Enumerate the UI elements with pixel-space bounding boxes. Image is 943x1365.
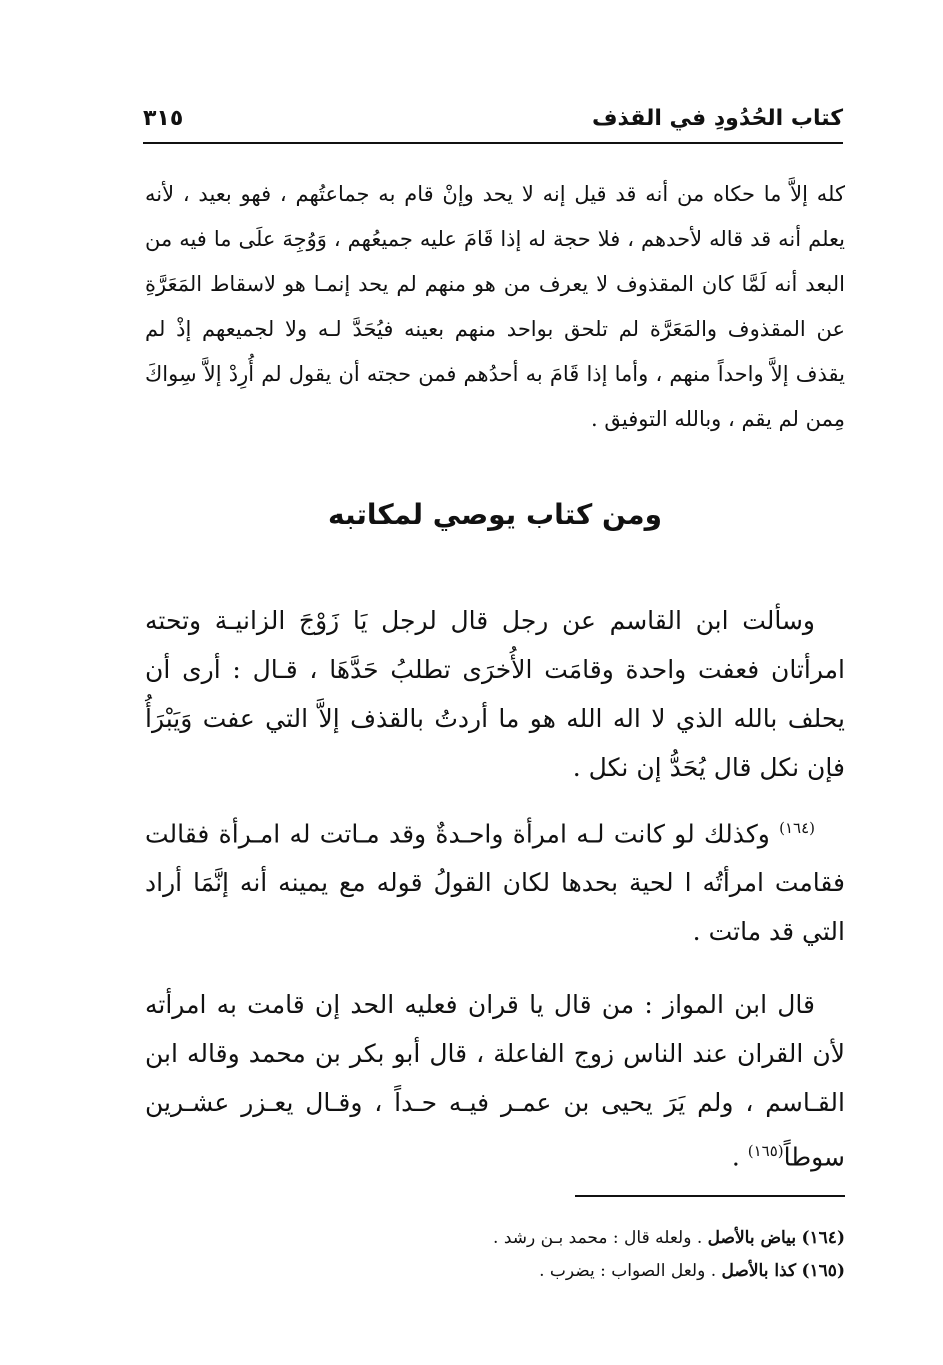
page-number: ٣١٥ [143,106,184,131]
paragraph-164 [145,804,845,956]
footnote-separator [575,1195,845,1197]
running-header-title: كتاب الحُدُودِ في القذف [591,106,843,131]
footnote-number: (١٦٤) [801,1228,845,1248]
section-heading: ومن كتاب يوصي لمكاتبه [327,498,662,531]
paragraph-164-text: وكذلك لو كانت لـه امرأة واحـدةٌ وقد مـاتت له امـرأة فقالت فقامت امرأتُه ا لحية بحدها لكان القولُ قوله مع يمينه أنه إنَّمَا أراد التي قد ماتت . [145,819,845,947]
header-rule [143,142,843,144]
footnotes [345,1222,845,1288]
paragraph-ibn-mawaz [145,980,845,1181]
footnote-text: . ولعله قال : محمد بـن رشد . [493,1228,708,1248]
footnote-ref-164[interactable]: (١٦٤) [779,819,815,837]
paragraph-question: وسألت ابن القاسم عن رجل قال لرجل يَا زَوْجَ الزانيـة وتحته امرأتان فعفت واحدة وقامَت الأُخرَى تطلبُ حَدَّهَا ، قـال : أرى أن يحلف بالله الذي لا اله الله هو ما أردتُ بالقذف إلاَّ التي عفت وَيَبْرَأُ فإن نكل قال يُحَدُّ إن نكل . [145,606,845,782]
footnote-bold-text: كذا بالأصل [721,1261,797,1281]
footnote-ref-165[interactable]: (١٦٥) [747,1142,784,1160]
footnote-165 [345,1255,845,1288]
footnote-bold-text: بياض بالأصل [707,1228,797,1248]
paragraph-ibn-mawaz-tail: . [731,1142,748,1172]
paragraph-intro: كله إلاَّ ما حكاه من أنه قد قيل إنه لا يحد وإنْ قام به جماعتُهم ، فهو بعيد ، لأنه يعلم أنه قد قاله لأحدهم ، فلا حجة له إذا قَامَ عليه جميعُهم ، وَوُجِهَ علَى ما فيه من البعد أنه لَمَّا كان المقذوف لا يعرف من هو منهم لم يحد إنمـا هو لاسقاط المَعَرَّةِ عن المقذوف والمَعَرَّة لم تلحق بواحد منهم بعينه فيُحَدَّ لـه ولا لجميعهم إذْ لم يقذف إلاَّ واحداً منهم ، وأما إذا قَامَ به أحدُهم فمن حجته أن يقول لم أُرِدْ إلاَّ سِواكَ مِمن لم يقم ، وبالله التوفيق . [145,182,845,431]
footnote-text: . ولعل الصواب : يضرب . [539,1261,722,1281]
footnote-number: (١٦٥) [801,1261,845,1281]
running-header [143,100,843,144]
paragraph-ibn-mawaz-text: قال ابن المواز : من قال يا قران فعليه الحد إن قامت به امرأته لأن القران عند الناس زوج الفاعلة ، قال أبو بكر بن محمد وقاله ابن القـاسم ، ولم يَرَ يحيى بن عمـر فيـه حـداً ، وقـال يعـزر عشـرين سوطاً [145,990,845,1172]
footnote-164 [345,1222,845,1255]
